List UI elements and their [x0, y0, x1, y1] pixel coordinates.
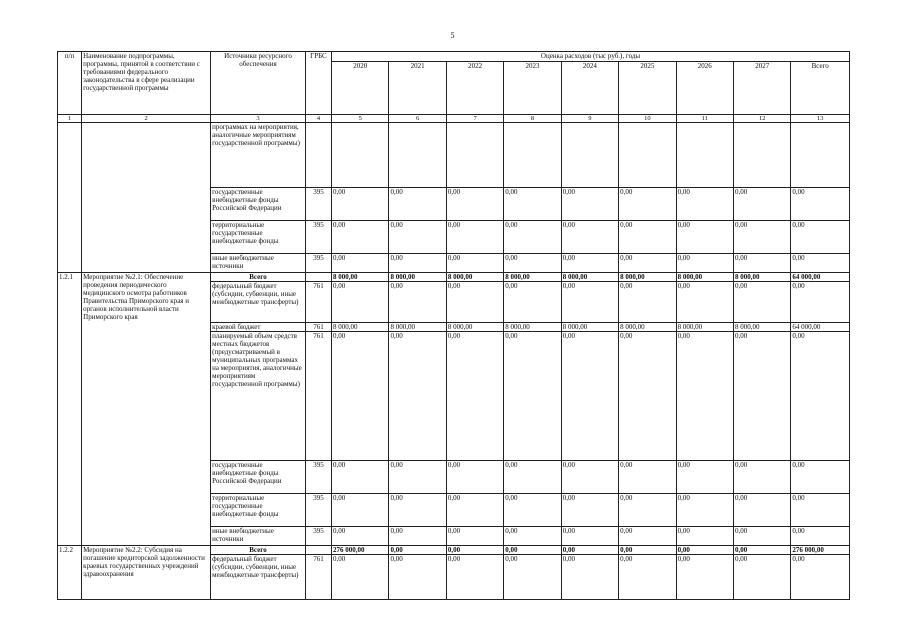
source-cell: государственные внебюджетные фонды Российской Федерации	[211, 188, 306, 221]
value-cell: 0,00	[561, 282, 618, 323]
header-total: Всего	[791, 62, 850, 115]
value-cell: 0,00	[733, 461, 790, 494]
column-number-row	[58, 115, 850, 123]
value-cell	[332, 123, 389, 188]
value-cell: 8 000,00	[733, 323, 790, 332]
source-cell: территориальные государственные внебюджетные фонды	[211, 221, 306, 254]
value-cell: 0,00	[446, 461, 503, 494]
total-value-cell: 0,00	[791, 527, 850, 546]
value-cell: 0,00	[619, 188, 676, 221]
total-value-cell: 0,00	[791, 188, 850, 221]
value-cell: 0,00	[504, 546, 561, 555]
total-value-cell: 0,00	[791, 221, 850, 254]
value-cell: 0,00	[619, 254, 676, 273]
value-cell: 0,00	[446, 188, 503, 221]
value-cell: 0,00	[676, 546, 733, 555]
value-cell: 0,00	[389, 332, 446, 461]
value-cell: 0,00	[733, 555, 790, 600]
value-cell: 8 000,00	[619, 323, 676, 332]
header-year: 2024	[561, 62, 618, 115]
measure-num-cell: 1.2.1	[58, 273, 82, 546]
value-cell: 0,00	[389, 546, 446, 555]
value-cell: 0,00	[676, 254, 733, 273]
value-cell: 0,00	[561, 555, 618, 600]
total-value-cell: 0,00	[791, 494, 850, 527]
value-cell: 0,00	[446, 527, 503, 546]
value-cell: 0,00	[332, 527, 389, 546]
value-cell: 0,00	[389, 461, 446, 494]
value-cell: 0,00	[619, 527, 676, 546]
value-cell: 0,00	[676, 494, 733, 527]
value-cell: 0,00	[332, 494, 389, 527]
value-cell: 0,00	[446, 221, 503, 254]
grbs-cell: 761	[305, 555, 331, 600]
grbs-cell: 761	[305, 282, 331, 323]
value-cell: 0,00	[504, 254, 561, 273]
value-cell: 276 000,00	[332, 546, 389, 555]
table-row	[58, 123, 850, 188]
column-number: 6	[389, 115, 446, 123]
value-cell: 8 000,00	[446, 273, 503, 282]
value-cell: 8 000,00	[676, 273, 733, 282]
source-cell: территориальные государственные внебюджетные фонды	[211, 494, 306, 527]
value-cell	[504, 123, 561, 188]
column-number: 2	[82, 115, 211, 123]
header-name: Наименование подпрограммы, программы, принятой в соответствии с требованиями федерального законодательства в сфере реализации государственной программы	[82, 52, 211, 115]
value-cell: 0,00	[619, 282, 676, 323]
header-source: Источники ресурсного обеспечения	[211, 52, 306, 115]
total-value-cell	[791, 123, 850, 188]
value-cell: 0,00	[619, 332, 676, 461]
grbs-cell: 395	[305, 461, 331, 494]
source-cell: федеральный бюджет (субсидии, субвенции, иные межбюджетные трансферты)	[211, 282, 306, 323]
header-year: 2025	[619, 62, 676, 115]
column-number: 10	[619, 115, 676, 123]
total-value-cell: 0,00	[791, 332, 850, 461]
total-value-cell: 64 000,00	[791, 273, 850, 282]
value-cell: 0,00	[389, 254, 446, 273]
value-cell: 0,00	[561, 527, 618, 546]
header-row-1	[58, 52, 850, 62]
value-cell: 0,00	[619, 555, 676, 600]
source-cell: иные внебюджетные источники	[211, 527, 306, 546]
value-cell: 8 000,00	[446, 323, 503, 332]
value-cell	[619, 123, 676, 188]
column-number: 3	[211, 115, 306, 123]
header-year: 2020	[332, 62, 389, 115]
value-cell: 0,00	[504, 332, 561, 461]
header-group-title: Оценка расходов (тыс руб.), годы	[332, 52, 850, 62]
value-cell: 8 000,00	[561, 273, 618, 282]
header-grbs: ГРБС	[305, 52, 331, 115]
value-cell: 0,00	[561, 546, 618, 555]
value-cell: 0,00	[389, 555, 446, 600]
column-number: 1	[58, 115, 82, 123]
value-cell: 0,00	[733, 282, 790, 323]
value-cell: 0,00	[332, 332, 389, 461]
value-cell: 0,00	[733, 527, 790, 546]
value-cell: 0,00	[446, 546, 503, 555]
value-cell: 0,00	[676, 461, 733, 494]
value-cell: 0,00	[733, 546, 790, 555]
value-cell: 0,00	[504, 555, 561, 600]
value-cell: 0,00	[389, 282, 446, 323]
value-cell: 0,00	[676, 555, 733, 600]
measure-name-cell	[82, 123, 211, 273]
value-cell: 0,00	[619, 461, 676, 494]
value-cell: 0,00	[561, 332, 618, 461]
value-cell: 8 000,00	[504, 323, 561, 332]
column-number: 11	[676, 115, 733, 123]
header-year: 2027	[733, 62, 790, 115]
value-cell: 0,00	[561, 221, 618, 254]
header-year: 2021	[389, 62, 446, 115]
value-cell: 0,00	[446, 254, 503, 273]
value-cell: 0,00	[504, 461, 561, 494]
total-value-cell: 0,00	[791, 282, 850, 323]
column-number: 7	[446, 115, 503, 123]
value-cell: 0,00	[619, 494, 676, 527]
total-value-cell: 0,00	[791, 555, 850, 600]
grbs-cell: 761	[305, 332, 331, 461]
grbs-cell: 395	[305, 254, 331, 273]
total-value-cell: 0,00	[791, 254, 850, 273]
value-cell: 0,00	[504, 282, 561, 323]
header-num: п/п	[58, 52, 82, 115]
column-number: 9	[561, 115, 618, 123]
header-year: 2026	[676, 62, 733, 115]
column-number: 4	[305, 115, 331, 123]
value-cell: 0,00	[733, 221, 790, 254]
value-cell: 0,00	[561, 254, 618, 273]
value-cell: 8 000,00	[332, 273, 389, 282]
column-number: 12	[733, 115, 790, 123]
value-cell: 8 000,00	[389, 273, 446, 282]
value-cell: 0,00	[332, 282, 389, 323]
value-cell	[733, 123, 790, 188]
value-cell: 8 000,00	[504, 273, 561, 282]
value-cell: 0,00	[676, 282, 733, 323]
value-cell: 0,00	[389, 527, 446, 546]
total-value-cell: 276 000,00	[791, 546, 850, 555]
measure-name-cell: Мероприятие №2.2: Субсидия на погашение кредиторской задолженности краевых государственных учреждений здравоохранения	[82, 546, 211, 600]
value-cell: 0,00	[504, 494, 561, 527]
value-cell	[676, 123, 733, 188]
value-cell: 0,00	[504, 221, 561, 254]
value-cell: 0,00	[446, 555, 503, 600]
value-cell: 0,00	[389, 188, 446, 221]
value-cell: 0,00	[332, 461, 389, 494]
column-number: 13	[791, 115, 850, 123]
grbs-cell	[305, 273, 331, 282]
value-cell: 0,00	[332, 188, 389, 221]
value-cell: 0,00	[561, 461, 618, 494]
value-cell: 0,00	[676, 332, 733, 461]
value-cell	[446, 123, 503, 188]
value-cell: 8 000,00	[561, 323, 618, 332]
value-cell: 0,00	[332, 221, 389, 254]
value-cell: 0,00	[561, 494, 618, 527]
value-cell: 0,00	[446, 494, 503, 527]
column-number: 5	[332, 115, 389, 123]
value-cell: 0,00	[676, 221, 733, 254]
measure-num-cell	[58, 123, 82, 273]
value-cell: 0,00	[676, 527, 733, 546]
value-cell: 8 000,00	[733, 273, 790, 282]
value-cell: 8 000,00	[676, 323, 733, 332]
value-cell: 8 000,00	[389, 323, 446, 332]
source-cell: программах на мероприятия, аналогичные мероприятиям государственной программы)	[211, 123, 306, 188]
grbs-cell	[305, 123, 331, 188]
source-cell: Всего	[211, 273, 306, 282]
grbs-cell: 395	[305, 527, 331, 546]
value-cell: 0,00	[619, 546, 676, 555]
source-cell: федеральный бюджет (субсидии, субвенции, иные межбюджетные трансферты)	[211, 555, 306, 600]
grbs-cell: 761	[305, 323, 331, 332]
value-cell: 0,00	[389, 221, 446, 254]
source-cell: государственные внебюджетные фонды Российской Федерации	[211, 461, 306, 494]
value-cell: 0,00	[619, 221, 676, 254]
value-cell: 0,00	[389, 494, 446, 527]
value-cell: 0,00	[733, 494, 790, 527]
source-cell: планируемый объем средств местных бюджетов (предусматриваемый в муниципальных программах на мероприятия, аналогичные мероприятиям государственной программы)	[211, 332, 306, 461]
table-row	[58, 273, 850, 282]
table-row	[58, 546, 850, 555]
value-cell: 0,00	[504, 188, 561, 221]
page-number: 5	[450, 31, 455, 40]
header-year: 2023	[504, 62, 561, 115]
grbs-cell	[305, 546, 331, 555]
grbs-cell: 395	[305, 221, 331, 254]
value-cell: 0,00	[561, 188, 618, 221]
value-cell: 0,00	[733, 188, 790, 221]
total-value-cell: 0,00	[791, 461, 850, 494]
value-cell: 0,00	[504, 527, 561, 546]
value-cell: 0,00	[332, 254, 389, 273]
value-cell: 8 000,00	[619, 273, 676, 282]
value-cell: 0,00	[733, 254, 790, 273]
value-cell: 0,00	[733, 332, 790, 461]
grbs-cell: 395	[305, 494, 331, 527]
value-cell	[561, 123, 618, 188]
grbs-cell: 395	[305, 188, 331, 221]
source-cell: иные внебюджетные источники	[211, 254, 306, 273]
measure-name-cell: Мероприятие №2.1: Обеспечение проведения периодического медицинского осмотра работников Правительства Приморского края и органов исполнительной власти Приморского края	[82, 273, 211, 546]
budget-table	[57, 51, 850, 600]
measure-num-cell: 1.2.2	[58, 546, 82, 600]
total-value-cell: 64 000,00	[791, 323, 850, 332]
header-year: 2022	[446, 62, 503, 115]
value-cell: 0,00	[676, 188, 733, 221]
value-cell	[389, 123, 446, 188]
value-cell: 0,00	[332, 555, 389, 600]
source-cell: краевой бюджет	[211, 323, 306, 332]
value-cell: 0,00	[446, 282, 503, 323]
value-cell: 0,00	[446, 332, 503, 461]
source-cell: Всего	[211, 546, 306, 555]
column-number: 8	[504, 115, 561, 123]
value-cell: 8 000,00	[332, 323, 389, 332]
